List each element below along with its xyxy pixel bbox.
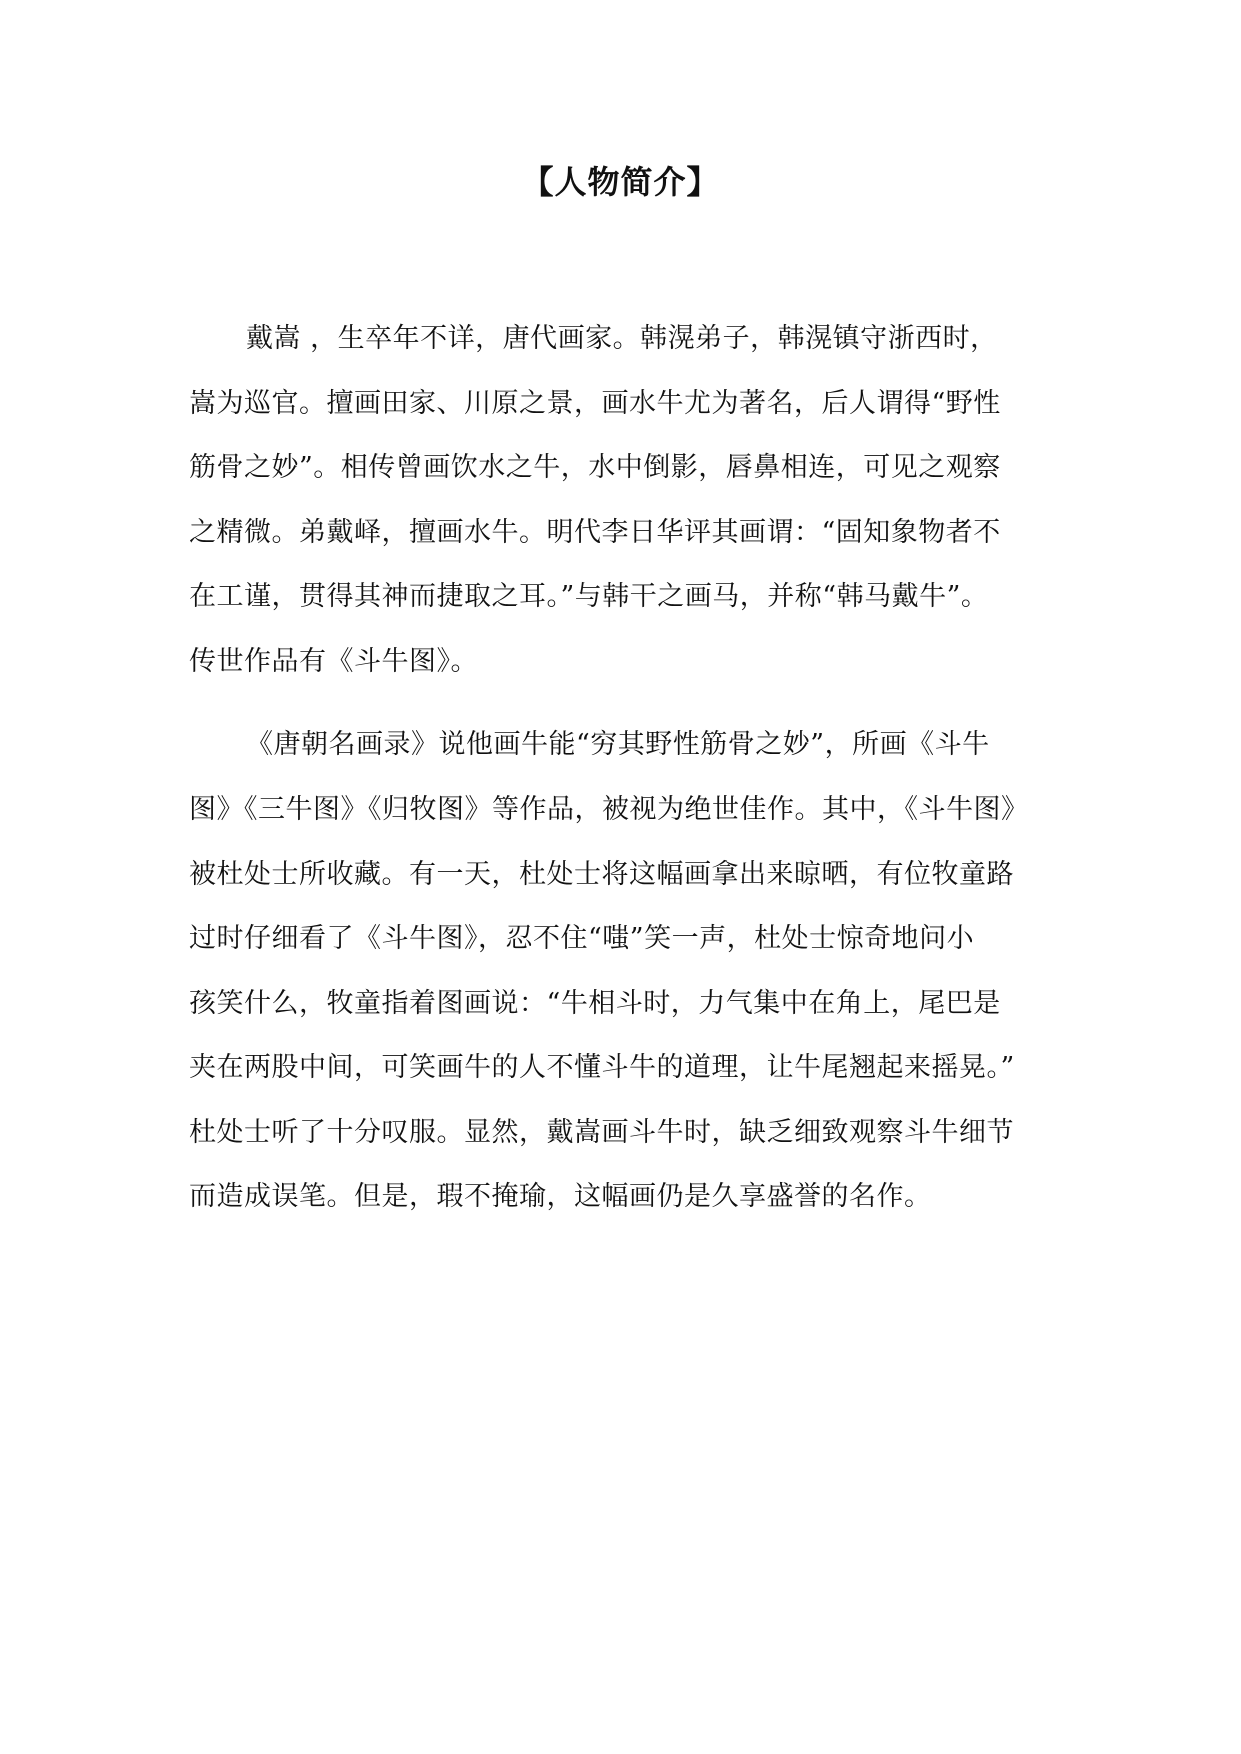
paragraph-line: 嵩为巡官。擅画田家、川原之景，画水牛尤为著名，后人谓得“野性 <box>189 388 1001 419</box>
paragraph-line: 孩笑什么，牧童指着图画说：“牛相斗时，力气集中在角上，尾巴是 <box>189 988 1001 1019</box>
paragraph-line: 筋骨之妙”。相传曾画饮水之牛，水中倒影，唇鼻相连，可见之观察 <box>189 452 1001 483</box>
paragraph-line: 戴嵩 ，生卒年不详，唐代画家。韩滉弟子，韩滉镇守浙西时， <box>246 323 998 354</box>
paragraph-line: 夹在两股中间，可笑画牛的人不懂斗牛的道理，让牛尾翘起来摇晃。” <box>189 1052 1015 1083</box>
paragraph-line: 图》《三牛图》《归牧图》等作品，被视为绝世佳作。其中，《斗牛图》 <box>189 794 1029 825</box>
paragraph-line: 被杜处士所收藏。有一天，杜处士将这幅画拿出来晾晒，有位牧童路 <box>189 859 1014 890</box>
page-title: 【人物简介】 <box>521 163 720 201</box>
paragraph-line: 在工谨，贯得其神而捷取之耳。”与韩干之画马，并称“韩马戴牛”。 <box>189 581 989 612</box>
paragraph-line: 杜处士听了十分叹服。显然，戴嵩画斗牛时，缺乏细致观察斗牛细节 <box>189 1117 1014 1148</box>
paragraph-line: 过时仔细看了《斗牛图》，忍不住“嗤”笑一声，杜处士惊奇地问小 <box>189 923 975 954</box>
paragraph-line: 之精微。弟戴峄，擅画水牛。明代李日华评其画谓：“固知象物者不 <box>189 517 1001 548</box>
paragraph-line: 《唐朝名画录》说他画牛能“穷其野性筋骨之妙”，所画《斗牛 <box>246 729 990 760</box>
paragraph-line: 而造成误笔。但是，瑕不掩瑜，这幅画仍是久享盛誉的名作。 <box>189 1181 932 1212</box>
paragraph-line: 传世作品有《斗牛图》。 <box>189 646 478 677</box>
